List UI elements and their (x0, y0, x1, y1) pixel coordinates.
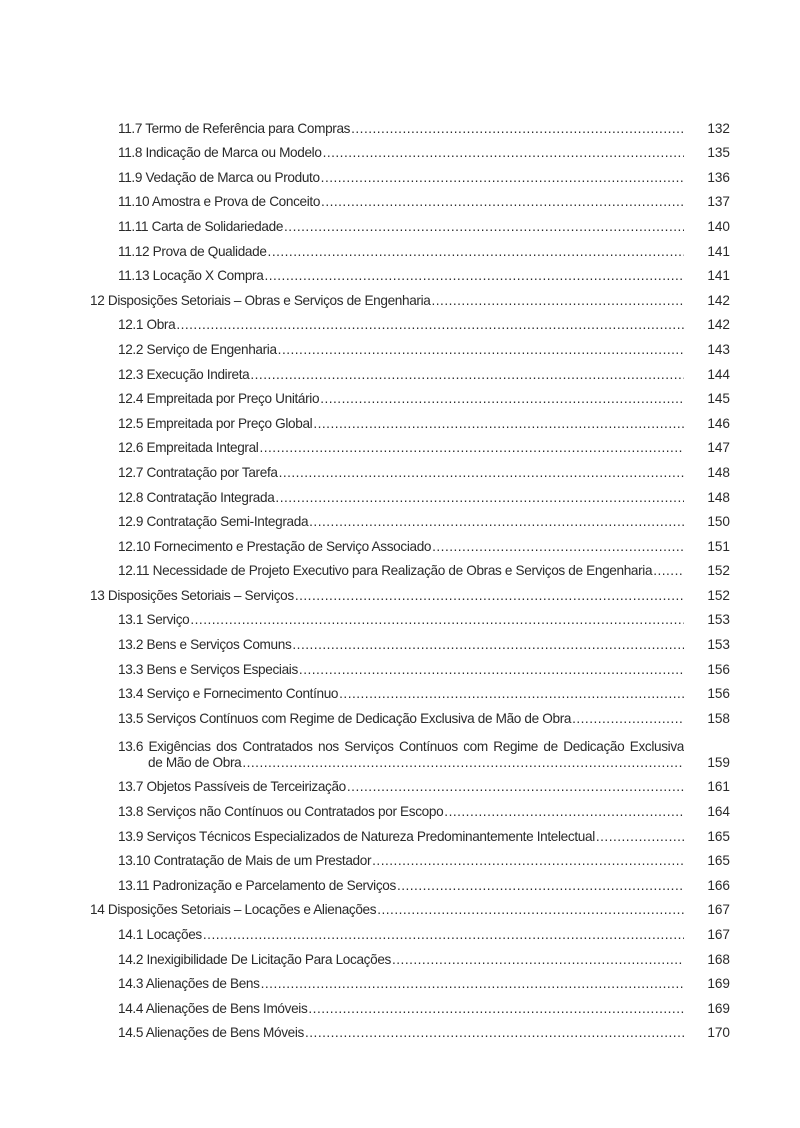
toc-page-number: 148 (707, 489, 730, 505)
toc-entry-title: 14.3 Alienações de Bens (118, 976, 260, 992)
toc-entry-title-continuation: de Mão de Obra (148, 754, 242, 770)
toc-page-number: 165 (707, 853, 730, 869)
toc-section-entry[interactable] (90, 210, 730, 235)
toc-entry-text (90, 588, 684, 604)
toc-entry-title: 11.9 Vedação de Marca ou Produto (118, 169, 320, 185)
dot-leader (652, 563, 684, 579)
toc-page-number: 143 (707, 341, 730, 357)
dot-leader (376, 902, 684, 918)
dot-leader (571, 711, 684, 727)
toc-section-entry[interactable] (90, 820, 730, 845)
toc-entry-title: 13.5 Serviços Contínuos com Regime de Dedicação Exclusiva de Mão de Obra (118, 710, 572, 726)
toc-page-number: 167 (707, 927, 730, 942)
toc-entry-title: 12.6 Empreitada Integral (118, 440, 259, 456)
toc-entry-text (90, 145, 684, 161)
toc-page-number: 146 (707, 415, 730, 431)
toc-page-number: 169 (707, 976, 730, 992)
toc-entry-text (90, 465, 684, 481)
toc-entry-text (90, 514, 684, 530)
dot-leader (308, 514, 684, 530)
toc-page-number: 148 (707, 464, 730, 480)
toc-entry-title: 14.2 Inexigibilidade De Licitação Para Locações (118, 951, 391, 967)
toc-entry-title: 11.10 Amostra e Prova de Conceito (118, 194, 321, 210)
toc-section-entry[interactable] (90, 309, 730, 334)
toc-section-entry[interactable] (90, 943, 730, 968)
toc-section-entry[interactable] (90, 771, 730, 796)
toc-entry-title: 12.8 Contratação Integrada (118, 489, 275, 505)
toc-entry-text (90, 1001, 684, 1017)
toc-entry-title: 14.4 Alienações de Bens Imóveis (118, 1000, 308, 1016)
toc-entry-title: 12 Disposições Setoriais – Obras e Serviços de Engenharia (90, 292, 431, 308)
toc-entry-text (90, 686, 684, 702)
toc-entry-text (90, 739, 684, 771)
toc-entry-text (90, 268, 684, 284)
dot-leader (443, 804, 684, 820)
toc-entry-text (90, 490, 684, 506)
dot-leader (307, 1001, 684, 1017)
toc-entry-title: 12.1 Obra (118, 317, 176, 333)
toc-section-entry[interactable] (90, 506, 730, 531)
toc-section-entry[interactable] (90, 727, 730, 771)
dot-leader (322, 145, 684, 161)
dot-leader (391, 952, 684, 968)
dot-leader (278, 465, 684, 481)
toc-section-entry[interactable] (90, 555, 730, 580)
toc-section-entry[interactable] (90, 795, 730, 820)
toc-entry-text (90, 391, 684, 407)
dot-leader (277, 342, 684, 358)
dot-leader (320, 170, 684, 186)
toc-section-entry[interactable] (90, 186, 730, 211)
toc-section-entry[interactable] (90, 968, 730, 993)
toc-entry-title: 13.7 Objetos Passíveis de Terceirização (118, 779, 346, 795)
dot-leader (430, 293, 684, 309)
toc-entry-text (90, 440, 684, 456)
dot-leader (396, 878, 684, 894)
toc-section-entry[interactable] (90, 260, 730, 285)
toc-entry-title: 11.7 Termo de Referência para Compras (118, 120, 351, 136)
toc-entry-title: 12.5 Empreitada por Preço Global (118, 415, 313, 431)
toc-page-number: 159 (707, 754, 730, 770)
toc-chapter-entry[interactable] (90, 284, 730, 309)
toc-section-entry[interactable] (90, 161, 730, 186)
toc-page-number: 153 (707, 637, 730, 653)
dot-leader (298, 662, 684, 678)
toc-entry-text (90, 779, 684, 795)
dot-leader (263, 268, 684, 284)
toc-page-number: 142 (707, 292, 730, 308)
toc-entry-text (90, 416, 684, 432)
toc-page-number: 136 (707, 169, 730, 185)
toc-entry-title: 12.4 Empreitada por Preço Unitário (118, 391, 320, 407)
toc-chapter-entry[interactable] (90, 579, 730, 604)
toc-page-number: 145 (707, 391, 730, 407)
toc-section-entry[interactable] (90, 604, 730, 629)
toc-section-entry[interactable] (90, 653, 730, 678)
toc-entry-text (90, 853, 684, 869)
toc-page-number: 156 (707, 661, 730, 677)
toc-entry-title: 12.7 Contratação por Tarefa (118, 464, 278, 480)
toc-section-entry[interactable] (90, 456, 730, 481)
toc-entry-title: 12.10 Fornecimento e Prestação de Serviço Associado (118, 538, 432, 554)
dot-leader (258, 440, 684, 456)
toc-page-number: 152 (707, 587, 730, 603)
toc-page-number: 151 (707, 538, 730, 554)
dot-leader (274, 490, 684, 506)
toc-page-number: 137 (707, 194, 730, 210)
toc-section-entry[interactable] (90, 628, 730, 653)
toc-entry-text (90, 244, 684, 260)
toc-section-entry[interactable] (90, 678, 730, 703)
toc-entry-text (90, 317, 684, 333)
toc-entry-text (90, 976, 684, 992)
toc-entry-text (90, 194, 684, 210)
toc-section-entry[interactable] (90, 137, 730, 162)
toc-section-entry[interactable] (90, 407, 730, 432)
toc-entry-title: 14.1 Locações (118, 927, 202, 942)
dot-leader (267, 244, 684, 260)
toc-section-entry[interactable] (90, 702, 730, 727)
toc-page-number: 132 (707, 120, 730, 136)
dot-leader (320, 194, 684, 210)
toc-entry-title: 13.4 Serviço e Fornecimento Contínuo (118, 686, 339, 702)
toc-entry-title: 11.8 Indicação de Marca ou Modelo (118, 145, 322, 161)
dot-leader (249, 367, 684, 383)
toc-entry-title: 12.9 Contratação Semi-Integrada (118, 514, 309, 530)
toc-page-number: 164 (707, 804, 730, 820)
toc-page-number: 169 (707, 1000, 730, 1016)
toc-entry-text (90, 612, 684, 628)
toc-section-entry[interactable] (90, 845, 730, 870)
toc-entry-title: 13.2 Bens e Serviços Comuns (118, 637, 292, 653)
toc-entry-text (90, 293, 684, 309)
toc-section-entry[interactable] (90, 235, 730, 260)
dot-leader (350, 121, 684, 137)
toc-entry-text (90, 367, 684, 383)
toc-page-number: 156 (707, 686, 730, 702)
toc-entry-title: 13.10 Contratação de Mais de um Prestador (118, 853, 372, 869)
toc-entry-text (90, 170, 684, 186)
toc-entry-text (90, 711, 684, 727)
toc-page-number: 147 (707, 440, 730, 456)
dot-leader (338, 686, 684, 702)
toc-section-entry[interactable] (90, 1017, 730, 1042)
toc-section-entry[interactable] (90, 918, 730, 943)
toc-page-number: 141 (707, 268, 730, 284)
toc-section-entry[interactable] (90, 869, 730, 894)
toc-entry-text (90, 804, 684, 820)
toc-page-number: 158 (707, 710, 730, 726)
toc-entry-title: 11.13 Locação X Compra (118, 268, 264, 284)
toc-entry-title: 13.8 Serviços não Contínuos ou Contratados por Escopo (118, 804, 444, 820)
toc-section-entry[interactable] (90, 333, 730, 358)
toc-entry-text (90, 902, 684, 918)
dot-leader (346, 779, 684, 795)
toc-page-number: 153 (707, 612, 730, 628)
dot-leader (319, 391, 684, 407)
dot-leader (202, 927, 684, 943)
dot-leader (312, 416, 684, 432)
toc-page-number: 142 (707, 317, 730, 333)
toc-entry-text (90, 219, 684, 235)
dot-leader (294, 588, 684, 604)
dot-leader (304, 1025, 684, 1041)
toc-page-number: 141 (707, 243, 730, 259)
toc-entry-title: 13.9 Serviços Técnicos Especializados de Natureza Predominantemente Intelectual (118, 828, 595, 844)
toc-entry-title: 14 Disposições Setoriais – Locações e Alienações (90, 902, 377, 918)
dot-leader (283, 219, 684, 235)
dot-leader (291, 637, 684, 653)
toc-page-number: 165 (707, 828, 730, 844)
dot-leader (175, 317, 684, 333)
toc-entry-title: 13.3 Bens e Serviços Especiais (118, 661, 298, 677)
toc-entry-title-continuation-line (118, 755, 684, 771)
dot-leader (595, 829, 684, 845)
toc-entry-text (90, 121, 684, 137)
toc-entry-text (90, 563, 684, 579)
toc-entry-text (90, 878, 684, 894)
toc-section-entry[interactable] (90, 992, 730, 1017)
toc-section-entry[interactable] (90, 358, 730, 383)
toc-entry-text (90, 829, 684, 845)
toc-page-number: 140 (707, 218, 730, 234)
dot-leader (189, 612, 684, 628)
toc-entry-title: 12.2 Serviço de Engenharia (118, 341, 277, 357)
toc-section-entry[interactable] (90, 383, 730, 408)
toc-entry-title: 11.12 Prova de Qualidade (118, 243, 267, 259)
toc-entry-title: 11.11 Carta de Solidariedade (118, 218, 284, 234)
toc-entry-text (90, 637, 684, 653)
toc-page-number: 144 (707, 366, 730, 382)
toc-entry-title: 13.6 Exigências dos Contratados nos Serviços Contínuos com Regime de Dedicação Exclusiva (118, 738, 684, 754)
toc-entry-title: 13.11 Padronização e Parcelamento de Serviços (118, 877, 396, 893)
toc-entry-title: 13.1 Serviço (118, 612, 190, 628)
toc-entry-text (90, 952, 684, 968)
toc-entry-title: 12.11 Necessidade de Projeto Executivo para Realização de Obras e Serviços de Engenharia (118, 563, 653, 579)
toc-section-entry[interactable] (90, 432, 730, 457)
toc-section-entry[interactable] (90, 112, 730, 137)
toc-page-number: 166 (707, 877, 730, 893)
toc-chapter-entry[interactable] (90, 894, 730, 919)
toc-page-number: 167 (707, 902, 730, 918)
toc-entry-text (90, 662, 684, 678)
toc-entry-title: 14.5 Alienações de Bens Móveis (118, 1025, 304, 1041)
toc-page-number: 161 (707, 779, 730, 795)
table-of-contents (90, 112, 730, 1041)
toc-entry-text (90, 539, 684, 555)
toc-entry-text (90, 342, 684, 358)
toc-page-number: 150 (707, 514, 730, 530)
toc-page-number: 152 (707, 563, 730, 579)
dot-leader (260, 976, 684, 992)
dot-leader (431, 539, 684, 555)
toc-entry-title: 13 Disposições Setoriais – Serviços (90, 587, 294, 603)
toc-entry-title: 12.3 Execução Indireta (118, 366, 250, 382)
toc-entry-text (90, 927, 684, 943)
toc-page-number: 168 (707, 951, 730, 967)
toc-section-entry[interactable] (90, 481, 730, 506)
toc-page-number: 135 (707, 145, 730, 161)
dot-leader (241, 755, 684, 771)
toc-section-entry[interactable] (90, 530, 730, 555)
dot-leader (371, 853, 684, 869)
toc-page-number: 170 (707, 1025, 730, 1041)
toc-entry-text (90, 1025, 684, 1041)
